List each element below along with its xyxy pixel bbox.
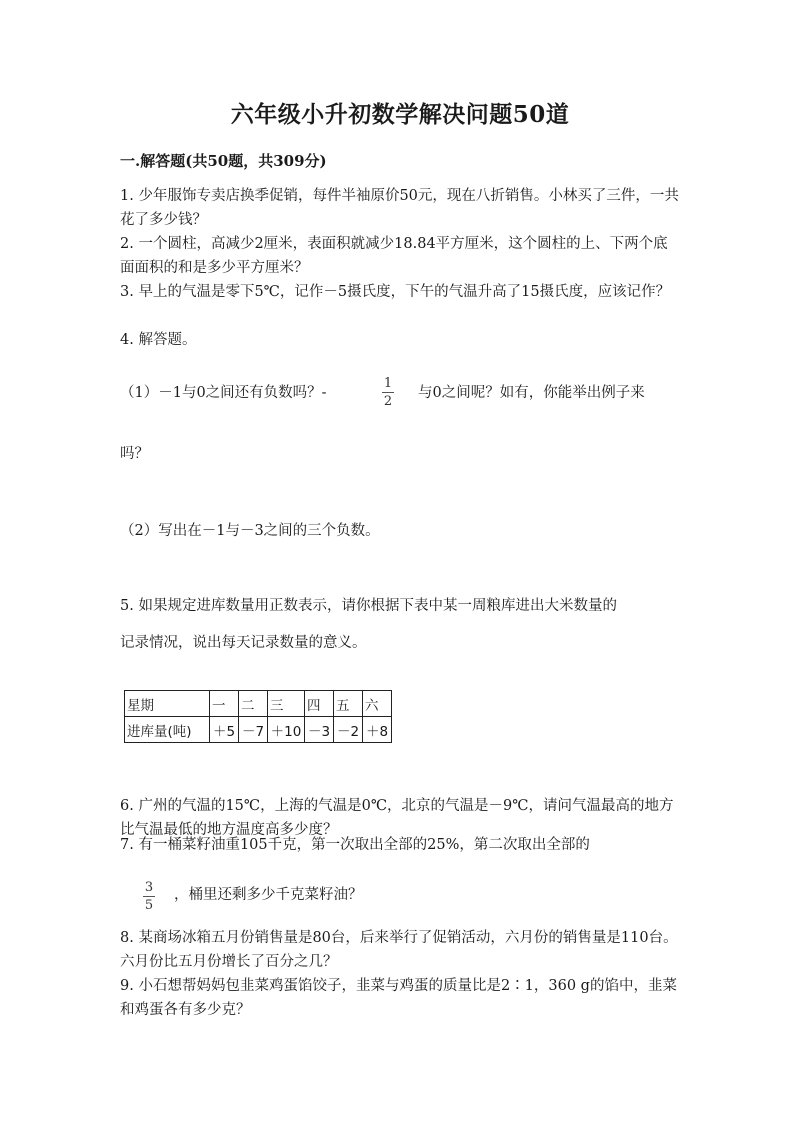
question-5-line-2: 记录情况，说出每天记录数量的意义。 [120, 635, 367, 651]
table-cell-day: 五 [334, 691, 363, 717]
table-cell-day: 四 [305, 691, 334, 717]
question-3: 3. 早上的气温是零下5℃，记作－5摄氏度，下午的气温升高了15摄氏度，应该记作？ [120, 284, 671, 300]
table-cell-value: ＋10 [268, 717, 305, 743]
fraction-numerator: 3 [144, 880, 154, 895]
fraction-denominator: 5 [144, 898, 154, 913]
question-7-line-2: ，桶里还剩多少千克菜籽油？ [174, 887, 363, 903]
table-cell-day: 三 [268, 691, 305, 717]
fraction-numerator: 1 [383, 376, 393, 391]
table-cell-value: ＋8 [363, 717, 392, 743]
table-cell-day: 二 [239, 691, 268, 717]
table-cell-value: －7 [239, 717, 268, 743]
rice-inventory-table [124, 690, 392, 743]
section-heading: 一.解答题(共50题，共309分) [120, 152, 327, 170]
fraction-one-half [382, 376, 394, 409]
table-cell-day: 一 [210, 691, 239, 717]
table-header-weekday: 星期 [125, 691, 210, 717]
table-row-intake [125, 717, 392, 743]
fraction-three-fifths [143, 880, 155, 913]
table-cell-day: 六 [363, 691, 392, 717]
question-4-part-1-text: （1）－1与0之间还有负数吗？- [120, 385, 327, 401]
table-row-weekday [125, 691, 392, 717]
fraction-denominator: 2 [383, 394, 393, 409]
question-9: 9. 小石想帮妈妈包韭菜鸡蛋馅饺子，韭菜与鸡蛋的质量比是2∶1，360 g的馅中，韭菜和鸡蛋各有多少克？ [120, 978, 677, 1018]
table-header-intake: 进库量(吨) [125, 717, 210, 743]
table-cell-value: －2 [334, 717, 363, 743]
table-cell-value: －3 [305, 717, 334, 743]
page-title: 六年级小升初数学解决问题50道 [230, 101, 570, 128]
question-8: 8. 某商场冰箱五月份销售量是80台，后来举行了促销活动，六月份的销售量是110台。六月份比五月份增长了百分之几？ [120, 930, 678, 970]
question-5-line-1: 5. 如果规定进库数量用正数表示，请你根据下表中某一周粮库进出大米数量的 [120, 598, 617, 614]
fraction-bar [382, 392, 394, 393]
question-4-part-1-end: 吗？ [120, 446, 149, 462]
question-7-line-1: 7. 有一桶菜籽油重105千克，第一次取出全部的25%，第二次取出全部的 [120, 837, 590, 853]
fraction-bar [143, 896, 155, 897]
question-2: 2. 一个圆柱，高减少2厘米，表面积就减少18.84平方厘米，这个圆柱的上、下两个底面面积的和是多少平方厘米？ [120, 236, 668, 276]
table-cell-value: ＋5 [210, 717, 239, 743]
question-1: 1. 少年服饰专卖店换季促销，每件半袖原价50元，现在八折销售。小林买了三件，一共花了多少钱？ [120, 188, 679, 228]
question-4: 4. 解答题。 [120, 332, 197, 348]
question-4-part-2: （2）写出在－1与－3之间的三个负数。 [120, 523, 380, 539]
question-4-part-1-text-cont: 与0之间呢？如有，你能举出例子来 [418, 385, 645, 401]
question-6: 6. 广州的气温的15℃，上海的气温是0℃，北京的气温是－9℃，请问气温最高的地方比气温最低的地方温度高多少度？ [120, 798, 674, 838]
